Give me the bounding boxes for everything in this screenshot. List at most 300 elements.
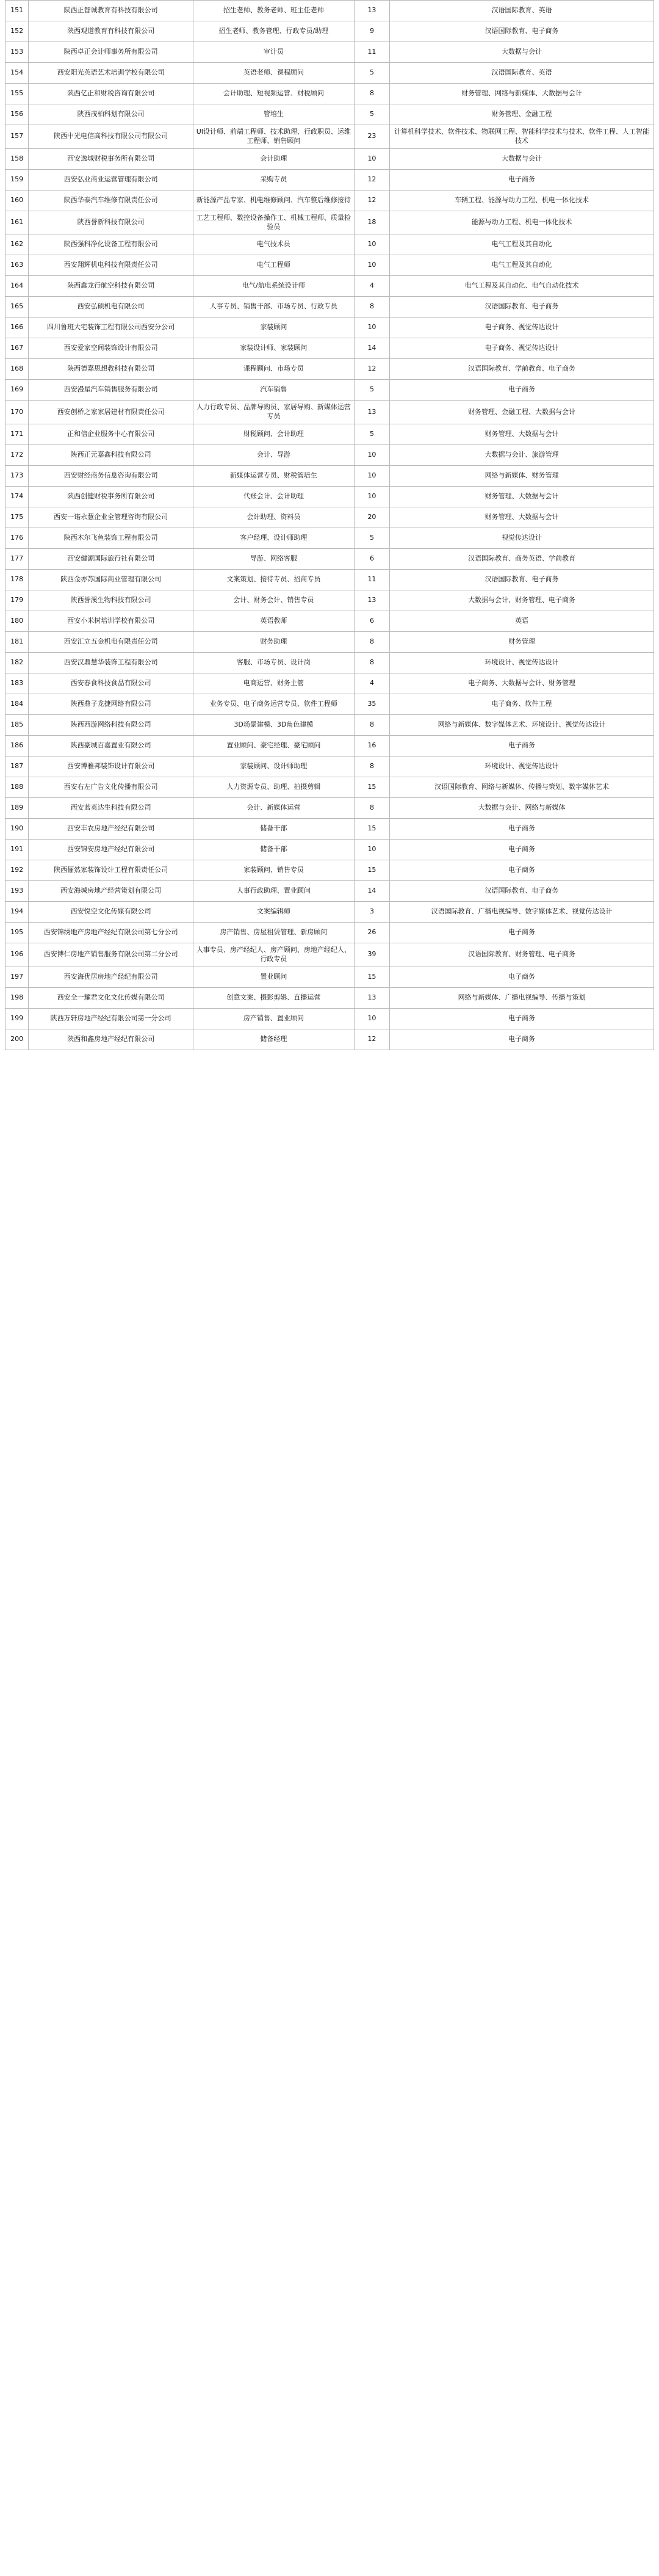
headcount: 26 [354,923,389,943]
major-requirements: 能源与动力工程、机电一体化技术 [390,211,654,234]
row-index: 180 [5,611,29,632]
row-index: 162 [5,234,29,255]
company-name: 西安翔辉机电科技有限责任公司 [29,255,193,276]
company-name: 陕西中光电信高科技有限公司有限公司 [29,125,193,149]
job-positions: 家装顾问 [193,317,355,338]
row-index: 199 [5,1008,29,1029]
job-positions: 会计助理、资料员 [193,507,355,528]
headcount: 15 [354,967,389,987]
table-row [5,507,654,528]
table-row [5,21,654,42]
company-name: 正和信企业服务中心有限公司 [29,424,193,445]
row-index: 170 [5,401,29,424]
headcount: 16 [354,736,389,756]
headcount: 14 [354,338,389,359]
major-requirements: 电子商务 [390,860,654,881]
table-row [5,104,654,125]
row-index: 195 [5,923,29,943]
company-name: 陕西鼎子龙捷网络有限公司 [29,694,193,715]
table-row [5,211,654,234]
company-name: 陕西华泰汽车维修有限责任公司 [29,190,193,211]
company-name: 陕西茂柏科划有限公司 [29,104,193,125]
job-positions: 管培生 [193,104,355,125]
major-requirements: 电子商务 [390,819,654,840]
job-positions: 审计员 [193,42,355,63]
job-positions: 英语教师 [193,611,355,632]
company-name: 陕西观道教育有科技有限公司 [29,21,193,42]
row-index: 167 [5,338,29,359]
headcount: 12 [354,359,389,380]
major-requirements: 财务管理、金融工程 [390,104,654,125]
company-name: 西安博雅邦装饰设计有限公司 [29,756,193,777]
row-index: 169 [5,380,29,401]
job-positions: 文案编辑师 [193,902,355,923]
table-row [5,148,654,169]
row-index: 178 [5,570,29,590]
job-positions: 文案策划、接待专员、招商专员 [193,570,355,590]
row-index: 173 [5,466,29,487]
job-positions: 人事行政助理、置业顾问 [193,881,355,902]
headcount: 9 [354,21,389,42]
row-index: 193 [5,881,29,902]
company-name: 西安创桥之家家居建材有限责任公司 [29,401,193,424]
row-index: 155 [5,84,29,104]
job-positions: 新媒体运营专员、财税管培生 [193,466,355,487]
company-name: 四川鲁班大宅装饰工程有限公司西安分公司 [29,317,193,338]
table-row [5,777,654,798]
major-requirements: 电子商务、视觉传达设计 [390,317,654,338]
table-row [5,715,654,736]
headcount: 8 [354,297,389,317]
row-index: 153 [5,42,29,63]
major-requirements: 网络与新媒体、广播电视编导、传播与策划 [390,987,654,1008]
major-requirements: 汉语国际教育、英语 [390,63,654,84]
headcount: 5 [354,380,389,401]
headcount: 8 [354,798,389,819]
row-index: 182 [5,653,29,673]
recruitment-table [5,0,654,1050]
headcount: 15 [354,777,389,798]
job-positions: 导游、网络客服 [193,549,355,570]
table-row [5,380,654,401]
major-requirements: 财务管理、网络与新媒体、大数据与会计 [390,84,654,104]
major-requirements: 汉语国际教育、电子商务 [390,297,654,317]
major-requirements: 电子商务 [390,967,654,987]
company-name: 西安爱家空间装饰设计有限公司 [29,338,193,359]
company-name: 西安健源国际旅行社有限公司 [29,549,193,570]
headcount: 8 [354,632,389,653]
major-requirements: 环境设计、视觉传达设计 [390,756,654,777]
job-positions: 会计、导游 [193,445,355,466]
row-index: 174 [5,487,29,507]
headcount: 10 [354,255,389,276]
headcount: 13 [354,1,389,21]
table-row [5,860,654,881]
job-positions: 人力行政专员、品牌导购员、家居导购、新媒体运营专员 [193,401,355,424]
job-positions: 家装顾问、销售专员 [193,860,355,881]
row-index: 200 [5,1029,29,1050]
row-index: 186 [5,736,29,756]
job-positions: 采购专员 [193,169,355,190]
headcount: 5 [354,104,389,125]
row-index: 165 [5,297,29,317]
company-name: 陕西誉新科技有限公司 [29,211,193,234]
row-index: 185 [5,715,29,736]
headcount: 10 [354,148,389,169]
major-requirements: 汉语国际教育、广播电视编导、数字媒体艺术、视觉传达设计 [390,902,654,923]
row-index: 190 [5,819,29,840]
row-index: 181 [5,632,29,653]
major-requirements: 电子商务 [390,736,654,756]
company-name: 西安蓝英达生科技有限公司 [29,798,193,819]
major-requirements: 网络与新媒体、财务管理 [390,466,654,487]
table-row [5,63,654,84]
row-index: 184 [5,694,29,715]
headcount: 13 [354,590,389,611]
headcount: 14 [354,881,389,902]
headcount: 10 [354,234,389,255]
table-row [5,1029,654,1050]
company-name: 西安逸城财税事务所有限公司 [29,148,193,169]
job-positions: 储备干部 [193,819,355,840]
headcount: 35 [354,694,389,715]
company-name: 西安汉鼎慧华装饰工程有限公司 [29,653,193,673]
headcount: 15 [354,819,389,840]
row-index: 160 [5,190,29,211]
major-requirements: 电气工程及其自动化 [390,255,654,276]
company-name: 西安漫星汽车销售服务有限公司 [29,380,193,401]
table-body [5,1,654,1050]
job-positions: 3D场景建模、3D角色建模 [193,715,355,736]
row-index: 157 [5,125,29,149]
company-name: 西安全一耀君文化文化传媒有限公司 [29,987,193,1008]
major-requirements: 汉语国际教育、电子商务 [390,881,654,902]
company-name: 陕西亿正和财税咨询有限公司 [29,84,193,104]
table-row [5,190,654,211]
job-positions: 会计助理、短视频运营、财税顾问 [193,84,355,104]
company-name: 西安丰农房地产经纪有限公司 [29,819,193,840]
headcount: 12 [354,1029,389,1050]
recruitment-table-sheet [0,0,659,1050]
major-requirements: 财务管理、大数据与会计 [390,424,654,445]
major-requirements: 电子商务 [390,923,654,943]
table-row [5,943,654,967]
major-requirements: 汉语国际教育、电子商务 [390,21,654,42]
table-row [5,359,654,380]
job-positions: 电气技术员 [193,234,355,255]
row-index: 172 [5,445,29,466]
job-positions: 汽车销售 [193,380,355,401]
job-positions: 人事专员、销售干部、市场专员、行政专员 [193,297,355,317]
row-index: 158 [5,148,29,169]
job-positions: 新能源产品专家、机电维修顾问、汽车整后维修接待 [193,190,355,211]
table-row [5,338,654,359]
table-row [5,84,654,104]
job-positions: 家装顾问、设计师助理 [193,756,355,777]
major-requirements: 大数据与会计 [390,148,654,169]
job-positions: 会计、新媒体运营 [193,798,355,819]
table-row [5,169,654,190]
job-positions: 英语老师、课程顾问 [193,63,355,84]
headcount: 4 [354,673,389,694]
headcount: 23 [354,125,389,149]
row-index: 159 [5,169,29,190]
major-requirements: 电子商务 [390,380,654,401]
job-positions: 置业顾问 [193,967,355,987]
company-name: 陕西德嘉思想教科技有限公司 [29,359,193,380]
row-index: 175 [5,507,29,528]
headcount: 12 [354,190,389,211]
table-row [5,276,654,297]
table-row [5,42,654,63]
company-name: 陕西创健财税事务所有限公司 [29,487,193,507]
job-positions: 招生老师、教务老师、班主任老师 [193,1,355,21]
major-requirements: 汉语国际教育、学前教育、电子商务 [390,359,654,380]
table-row [5,234,654,255]
row-index: 188 [5,777,29,798]
headcount: 10 [354,1008,389,1029]
row-index: 198 [5,987,29,1008]
table-row [5,632,654,653]
headcount: 18 [354,211,389,234]
company-name: 陕西卓正会计师事务所有限公司 [29,42,193,63]
company-name: 西安右左广告文化传播有限公司 [29,777,193,798]
company-name: 陕西誉溪生物科技有限公司 [29,590,193,611]
table-row [5,967,654,987]
job-positions: 人事专员、房产经纪人、房产顾问、房地产经纪人、行政专员 [193,943,355,967]
major-requirements: 计算机科学技术、软件技术、物联网工程、智能科学技术与技术、软件工程、人工智能技术 [390,125,654,149]
table-row [5,736,654,756]
job-positions: 客服、市场专员、设计岗 [193,653,355,673]
major-requirements: 财务管理 [390,632,654,653]
table-row [5,694,654,715]
job-positions: 业务专员、电子商务运营专员、软件工程师 [193,694,355,715]
table-row [5,819,654,840]
row-index: 164 [5,276,29,297]
row-index: 163 [5,255,29,276]
row-index: 168 [5,359,29,380]
major-requirements: 电子商务、视觉传达设计 [390,338,654,359]
table-row [5,756,654,777]
headcount: 15 [354,860,389,881]
table-row [5,487,654,507]
table-row [5,549,654,570]
job-positions: 课程顾问、市场专员 [193,359,355,380]
major-requirements: 网络与新媒体、数字媒体艺术、环境设计、视觉传达设计 [390,715,654,736]
company-name: 陕西俪然家装饰设计工程有限责任公司 [29,860,193,881]
table-row [5,1008,654,1029]
headcount: 20 [354,507,389,528]
company-name: 西安锦安房地产经纪有限公司 [29,840,193,860]
row-index: 196 [5,943,29,967]
major-requirements: 电子商务 [390,1029,654,1050]
company-name: 西安海城房地产经营策划有限公司 [29,881,193,902]
major-requirements: 汉语国际教育、商务英语、学前教育 [390,549,654,570]
row-index: 177 [5,549,29,570]
company-name: 西安春食科技食品有限公司 [29,673,193,694]
job-positions: 房产销售、置业顾问 [193,1008,355,1029]
headcount: 4 [354,276,389,297]
row-index: 152 [5,21,29,42]
job-positions: 家装设计师、家装顾问 [193,338,355,359]
table-row [5,840,654,860]
job-positions: UI设计师、前端工程师、技术助理、行政职员、运维工程师、销售顾问 [193,125,355,149]
table-row [5,445,654,466]
job-positions: 招生老师、教务管理、行政专员/助理 [193,21,355,42]
major-requirements: 电气工程及其自动化 [390,234,654,255]
job-positions: 储备经理 [193,1029,355,1050]
headcount: 3 [354,902,389,923]
headcount: 6 [354,549,389,570]
table-row [5,317,654,338]
headcount: 10 [354,317,389,338]
table-row [5,902,654,923]
company-name: 西安汇立五金机电有限责任公司 [29,632,193,653]
company-name: 陕西豪城百嘉置业有限公司 [29,736,193,756]
major-requirements: 大数据与会计 [390,42,654,63]
row-index: 192 [5,860,29,881]
headcount: 11 [354,570,389,590]
table-row [5,424,654,445]
company-name: 陕西和鑫房地产经纪有限公司 [29,1029,193,1050]
row-index: 176 [5,528,29,549]
major-requirements: 汉语国际教育、电子商务 [390,570,654,590]
table-row [5,590,654,611]
table-row [5,528,654,549]
headcount: 8 [354,715,389,736]
major-requirements: 电子商务、软件工程 [390,694,654,715]
major-requirements: 视觉传达设计 [390,528,654,549]
job-positions: 创意文案、摄影剪辑、直播运营 [193,987,355,1008]
company-name: 陕西鑫龙行航空科技有限公司 [29,276,193,297]
job-positions: 房产销售、房屋租赁管理、新房顾问 [193,923,355,943]
major-requirements: 财务管理、大数据与会计 [390,507,654,528]
major-requirements: 电子商务 [390,840,654,860]
headcount: 13 [354,987,389,1008]
company-name: 西安悦空文化传媒有限公司 [29,902,193,923]
company-name: 陕西木尔飞鱼装饰工程有限公司 [29,528,193,549]
job-positions: 置业顾问、豪宅经理、豪宅顾问 [193,736,355,756]
job-positions: 电气工程师 [193,255,355,276]
major-requirements: 环境设计、视觉传达设计 [390,653,654,673]
company-name: 西安小米树培训学校有限公司 [29,611,193,632]
major-requirements: 电气工程及其自动化、电气自动化技术 [390,276,654,297]
major-requirements: 财务管理、大数据与会计 [390,487,654,507]
row-index: 194 [5,902,29,923]
row-index: 191 [5,840,29,860]
headcount: 5 [354,424,389,445]
table-row [5,923,654,943]
row-index: 166 [5,317,29,338]
row-index: 156 [5,104,29,125]
headcount: 10 [354,487,389,507]
row-index: 187 [5,756,29,777]
table-row [5,125,654,149]
company-name: 陕西强科净化设备工程有限公司 [29,234,193,255]
table-row [5,611,654,632]
table-row [5,987,654,1008]
job-positions: 代账会计、会计助理 [193,487,355,507]
row-index: 154 [5,63,29,84]
company-name: 西安阳光英语艺术培训学校有限公司 [29,63,193,84]
headcount: 10 [354,445,389,466]
headcount: 8 [354,84,389,104]
company-name: 西安弘业商业运营管理有限公司 [29,169,193,190]
job-positions: 财税顾问、会计助理 [193,424,355,445]
company-name: 西安海优居房地产经纪有限公司 [29,967,193,987]
major-requirements: 财务管理、金融工程、大数据与会计 [390,401,654,424]
table-row [5,881,654,902]
table-row [5,297,654,317]
headcount: 39 [354,943,389,967]
company-name: 陕西金亦苏国际商业管理有限公司 [29,570,193,590]
table-row [5,401,654,424]
headcount: 13 [354,401,389,424]
row-index: 179 [5,590,29,611]
job-positions: 电气/航电系统设计师 [193,276,355,297]
table-row [5,570,654,590]
headcount: 8 [354,756,389,777]
row-index: 183 [5,673,29,694]
job-positions: 客户经理、设计师助理 [193,528,355,549]
row-index: 197 [5,967,29,987]
major-requirements: 大数据与会计、旅游管理 [390,445,654,466]
company-name: 西安锦绣地产房地产经纪有限公司第七分公司 [29,923,193,943]
company-name: 西安弘硕机电有限公司 [29,297,193,317]
major-requirements: 电子商务 [390,1008,654,1029]
headcount: 10 [354,840,389,860]
job-positions: 财务助理 [193,632,355,653]
table-row [5,673,654,694]
row-index: 161 [5,211,29,234]
company-name: 陕西正元嘉鑫科技有限公司 [29,445,193,466]
row-index: 189 [5,798,29,819]
headcount: 10 [354,466,389,487]
row-index: 171 [5,424,29,445]
table-row [5,653,654,673]
major-requirements: 大数据与会计、网络与新媒体 [390,798,654,819]
job-positions: 人力资源专员、助理、拍摄剪辑 [193,777,355,798]
major-requirements: 车辆工程、能源与动力工程、机电一体化技术 [390,190,654,211]
table-row [5,466,654,487]
company-name: 西安一诺永慧企业全管理咨询有限公司 [29,507,193,528]
major-requirements: 电子商务 [390,169,654,190]
headcount: 5 [354,63,389,84]
headcount: 12 [354,169,389,190]
table-row [5,1,654,21]
table-row [5,798,654,819]
company-name: 陕西西游网络科技有限公司 [29,715,193,736]
major-requirements: 大数据与会计、财务管理、电子商务 [390,590,654,611]
job-positions: 储备干部 [193,840,355,860]
headcount: 8 [354,653,389,673]
table-row [5,255,654,276]
headcount: 5 [354,528,389,549]
headcount: 11 [354,42,389,63]
major-requirements: 汉语国际教育、财务管理、电子商务 [390,943,654,967]
major-requirements: 汉语国际教育、英语 [390,1,654,21]
company-name: 西安财经商务信息咨询有限公司 [29,466,193,487]
row-index: 151 [5,1,29,21]
job-positions: 会计助理 [193,148,355,169]
job-positions: 会计、财务会计、销售专员 [193,590,355,611]
company-name: 陕西万轩房地产经纪有限公司第一分公司 [29,1008,193,1029]
major-requirements: 英语 [390,611,654,632]
major-requirements: 汉语国际教育、网络与新媒体、传播与策划、数字媒体艺术 [390,777,654,798]
headcount: 6 [354,611,389,632]
company-name: 陕西正智诚教育有科技有限公司 [29,1,193,21]
major-requirements: 电子商务、大数据与会计、财务管理 [390,673,654,694]
